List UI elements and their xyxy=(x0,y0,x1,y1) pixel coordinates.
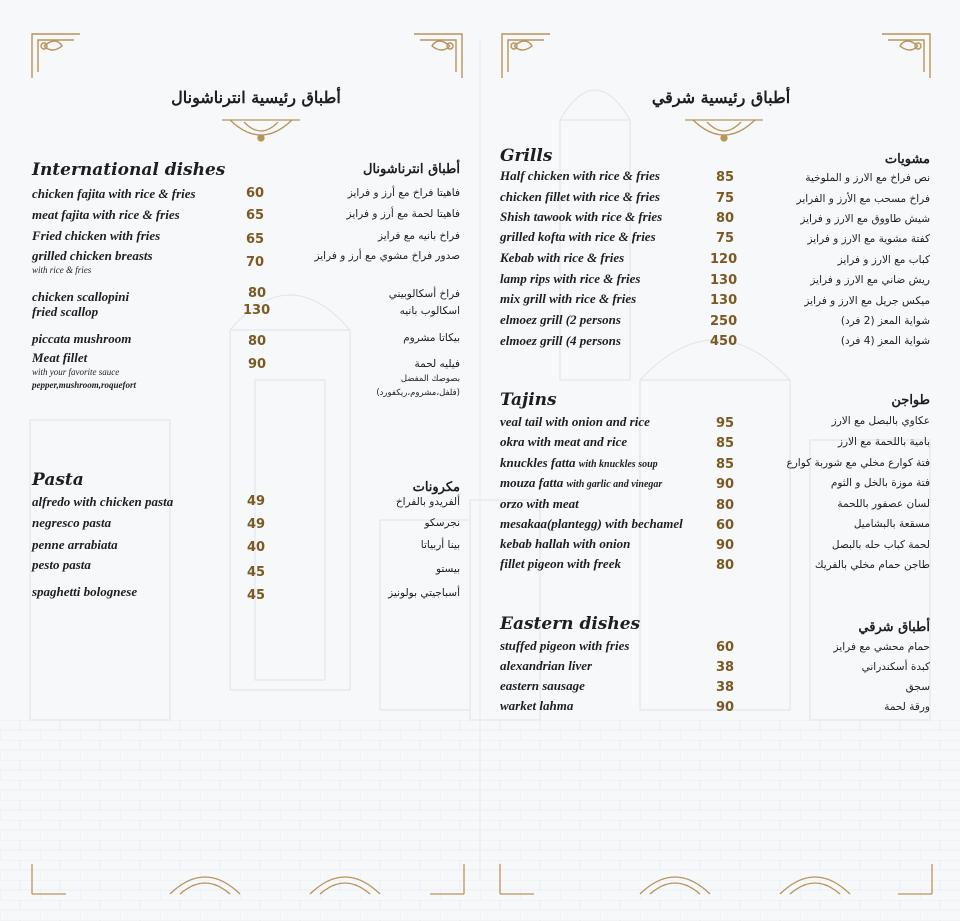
menu-item-name: fried scallop xyxy=(32,304,99,319)
menu-item-name-detail: with knuckles soup xyxy=(578,459,658,470)
menu-item-name: chicken fillet with rice & fries xyxy=(500,189,660,204)
menu-item-name-ar: شواية المعز (4 فرد) xyxy=(840,335,930,347)
grills-heading-ar: مشويات xyxy=(884,152,930,167)
menu-item-price: 130 xyxy=(710,293,738,308)
menu-item-name-ar: كفتة مشوية مع الارز و فرايز xyxy=(807,233,930,245)
menu-item-name: okra with meat and rice xyxy=(500,434,628,449)
eastern-heading-ar: أطباق شرقي xyxy=(858,620,930,635)
corner-ornament-tr xyxy=(880,32,932,80)
menu-item-name-ar: بامية باللحمة مع الارز xyxy=(837,436,930,448)
menu-item-name: kebab hallah with onion xyxy=(500,536,631,551)
corner-ornament-tl-right xyxy=(500,32,552,80)
menu-item-price: 90 xyxy=(248,357,267,372)
menu-item-name-ar: طاجن حمام مخلي بالفريك xyxy=(814,559,930,571)
menu-item-name-ar: فتة موزة بالخل و الثوم xyxy=(830,477,930,489)
menu-item-name-ar: ريش ضاني مع الارز و فرايز xyxy=(810,274,930,286)
menu-item-name: meat fajita with rice & fries xyxy=(32,207,180,222)
menu-item-description: with your favorite sauce xyxy=(32,367,120,377)
tajins-heading-en: Tajins xyxy=(500,390,557,410)
menu-item-name: eastern sausage xyxy=(500,678,585,693)
menu-item-price: 80 xyxy=(248,286,267,301)
menu-item-name: Half chicken with rice & fries xyxy=(500,168,660,183)
menu-item-price: 38 xyxy=(716,660,735,675)
right-page-title: أطباق رئيسية شرقي xyxy=(651,88,791,107)
menu-item-name-ar: لحمة كباب حله بالبصل xyxy=(831,539,930,551)
menu-item-price: 90 xyxy=(716,538,735,553)
menu-item-name: Shish tawook with rice & fries xyxy=(500,209,663,224)
menu-item-price: 90 xyxy=(716,477,735,492)
menu-item-description: with rice & fries xyxy=(32,265,92,275)
menu-item-name xyxy=(500,475,662,491)
menu-item-name xyxy=(500,455,658,471)
menu-item-description: pepper,mushroom,roquefort xyxy=(32,380,137,390)
menu-item-name: orzo with meat xyxy=(500,496,579,511)
eastern-heading-en: Eastern dishes xyxy=(500,614,641,634)
menu-item-name: Fried chicken with fries xyxy=(32,228,161,243)
left-page-title: أطباق رئيسية انترناشونال xyxy=(171,88,341,107)
menu-item-price: 60 xyxy=(716,640,735,655)
menu-item-price: 450 xyxy=(710,334,738,349)
title-ornament-right xyxy=(683,116,765,152)
menu-item-description-ar: بصوصك المفضل xyxy=(400,374,460,384)
menu-item-price: 60 xyxy=(716,518,735,533)
menu-item-price: 130 xyxy=(243,303,271,318)
menu-item-name-detail: with garlic and vinegar xyxy=(566,479,663,490)
menu-item-price: 45 xyxy=(247,565,266,580)
menu-item-price: 75 xyxy=(716,231,735,246)
menu-item-price: 65 xyxy=(246,232,265,247)
menu-item-name-ar: فراخ بانيه مع فرايز xyxy=(377,230,460,242)
menu-item-name-ar: ورقة لحمة xyxy=(884,701,930,713)
menu-item-name: alfredo with chicken pasta xyxy=(32,494,174,509)
menu-item-name-ar: شيش طاووق مع الارز و فرايز xyxy=(800,213,930,225)
menu-item-name: grilled chicken breasts xyxy=(32,248,153,263)
menu-item-price: 85 xyxy=(716,457,735,472)
menu-item-name: elmoez grill (4 persons xyxy=(500,333,621,348)
menu-item-name-ar: فتة كوارع مخلي مع شوربة كوارع xyxy=(786,457,930,469)
menu-item-name: piccata mushroom xyxy=(32,331,132,346)
menu-item-name: mesakaa(plantegg) with bechamel xyxy=(500,516,683,531)
menu-item-name: pesto pasta xyxy=(32,557,91,572)
menu-item-name-ar: نجرسكو xyxy=(424,517,460,529)
menu-item-name-ar: فاهيتا لحمة مع أرز و فرايز xyxy=(346,208,460,220)
menu-item-price: 70 xyxy=(246,255,265,270)
menu-item-name-ar: صدور فراخ مشوي مع أرز و فرايز xyxy=(314,250,460,262)
menu-item-name-main: mouza fatta xyxy=(500,475,564,490)
international-heading-ar: أطباق انترناشونال xyxy=(363,162,460,177)
menu-item-price: 95 xyxy=(716,416,735,431)
menu-item-price: 49 xyxy=(247,517,266,532)
menu-item-name: mix grill with rice & fries xyxy=(500,291,637,306)
menu-item-name-ar: مسقعة بالبشاميل xyxy=(853,518,930,530)
menu-item-name-ar: فاهيتا فراخ مع أرز و فرايز xyxy=(347,187,460,199)
menu-item-name-ar: كبدة أسكندراني xyxy=(861,661,930,673)
menu-item-name-ar: بيستو xyxy=(435,563,460,575)
menu-item-name: fillet pigeon with freek xyxy=(500,556,621,571)
menu-item-price: 40 xyxy=(247,540,266,555)
menu-item-price: 130 xyxy=(710,273,738,288)
bottom-ornament-row xyxy=(30,860,934,896)
menu-item-name: penne arrabiata xyxy=(32,537,118,552)
menu-item-price: 45 xyxy=(247,588,266,603)
menu-item-price: 75 xyxy=(716,191,735,206)
menu-item-description-ar: (فلفل،مشروم،ريكفورد) xyxy=(376,388,460,398)
menu-item-price: 85 xyxy=(716,170,735,185)
menu-item-name-ar: حمام محشي مع فرايز xyxy=(833,641,930,653)
menu-item-price: 85 xyxy=(716,436,735,451)
corner-ornament-tl xyxy=(30,32,82,80)
menu-item-price: 38 xyxy=(716,680,735,695)
menu-item-name-ar: سجق xyxy=(905,681,930,693)
pasta-heading-en: Pasta xyxy=(32,470,84,490)
menu-item-name: veal tail with onion and rice xyxy=(500,414,650,429)
menu-item-name: negresco pasta xyxy=(32,515,112,530)
menu-item-name-ar: شواية المعز (2 فرد) xyxy=(840,315,930,327)
tajins-heading-ar: طواجن xyxy=(891,393,930,408)
menu-item-name: lamp rips with rice & fries xyxy=(500,271,641,286)
menu-item-price: 80 xyxy=(248,334,267,349)
international-heading-en: International dishes xyxy=(32,160,226,180)
menu-item-name: spaghetti bolognese xyxy=(32,584,138,599)
grills-heading-en: Grills xyxy=(500,146,553,166)
menu-item-name-ar: بيكاتا مشروم xyxy=(403,332,460,344)
menu-item-name-ar: أسباجيتي بولونيز xyxy=(388,587,460,599)
menu-item-name: grilled kofta with rice & fries xyxy=(500,229,656,244)
menu-item-name-ar: عكاوي بالبصل مع الارز xyxy=(831,415,930,427)
menu-item-price: 65 xyxy=(246,208,265,223)
menu-item-name-ar: كباب مع الارز و فرايز xyxy=(837,254,930,266)
menu-item-name-ar: ميكس جريل مع الارز و فرايز xyxy=(804,295,930,307)
menu-item-name: Kebab with rice & fries xyxy=(500,250,625,265)
menu-item-name-ar: نص فراخ مع الارز و الملوخية xyxy=(805,172,930,184)
menu-item-name: stuffed pigeon with fries xyxy=(500,638,630,653)
menu-item-name-ar: بينا أربياتا xyxy=(420,539,460,551)
menu-item-name-ar: ألفريدو بالفراخ xyxy=(395,496,460,508)
menu-item-price: 90 xyxy=(716,700,735,715)
menu-item-name: elmoez grill (2 persons xyxy=(500,312,621,327)
menu-item-name-ar: لسان عصفور باللحمة xyxy=(837,498,930,510)
menu-item-name: alexandrian liver xyxy=(500,658,593,673)
menu-item-name: chicken scallopini xyxy=(32,289,130,304)
menu-item-name: warket lahma xyxy=(500,698,574,713)
menu-item-name: chicken fajita with rice & fries xyxy=(32,186,196,201)
corner-ornament-tr-left xyxy=(412,32,464,80)
menu-item-price: 250 xyxy=(710,314,738,329)
pasta-heading-ar: مكرونات xyxy=(412,480,460,495)
menu-item-name-ar: فيليه لحمة xyxy=(414,358,460,370)
menu-item-name-ar: فراخ مسحب مع الأرز و الفراير xyxy=(796,193,930,205)
title-ornament-left xyxy=(220,116,302,152)
menu-item-price: 49 xyxy=(247,494,266,509)
menu-item-price: 80 xyxy=(716,498,735,513)
menu-item-price: 60 xyxy=(246,186,265,201)
menu-item-name-ar: اسكالوب بانيه xyxy=(399,305,460,317)
menu-item-name-main: knuckles fatta xyxy=(500,455,576,470)
menu-item-name-ar: فراخ أسكالوبيني xyxy=(388,288,460,300)
menu-item-price: 120 xyxy=(710,252,738,267)
menu-item-name: Meat fillet xyxy=(32,350,88,365)
menu-item-price: 80 xyxy=(716,558,735,573)
menu-item-price: 80 xyxy=(716,211,735,226)
